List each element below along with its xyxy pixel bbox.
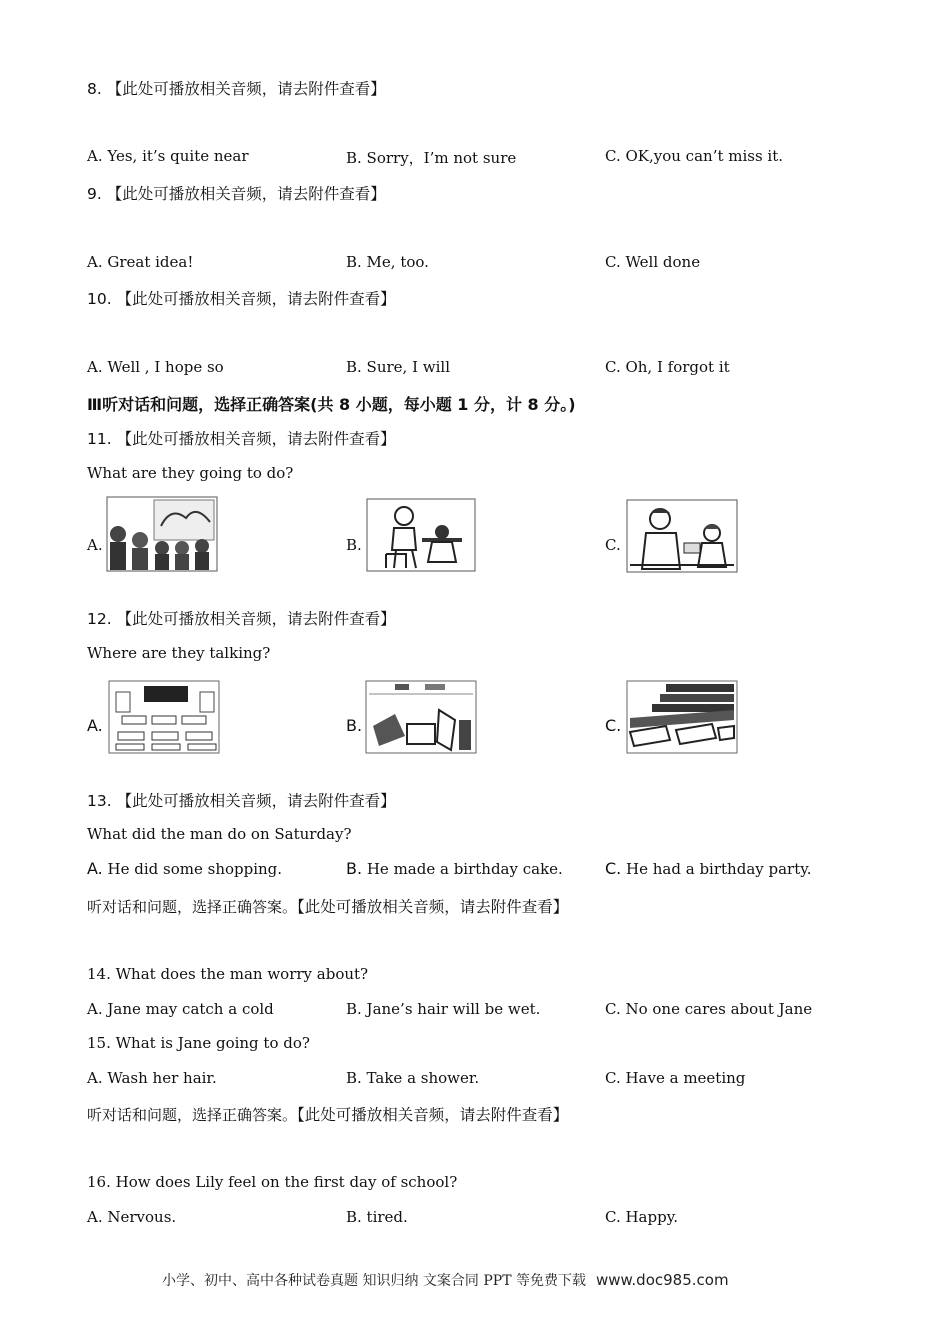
q8-header bbox=[87, 77, 386, 99]
option-text: He did some shopping. bbox=[107, 860, 283, 878]
q12-label-b[interactable]: B. bbox=[346, 716, 363, 735]
q9-option-a[interactable]: A. Great idea! bbox=[87, 253, 194, 271]
option-text: He had a birthday party. bbox=[626, 860, 812, 878]
q14-question: 14. What does the man worry about? bbox=[87, 965, 369, 983]
option-text: He made a birthday cake. bbox=[366, 860, 563, 878]
q10-header bbox=[87, 287, 396, 309]
group14-header bbox=[87, 895, 568, 917]
option-letter: A. bbox=[87, 859, 103, 878]
q15-option-b[interactable]: B. Take a shower. bbox=[346, 1069, 480, 1087]
question-number: 10. bbox=[87, 290, 112, 308]
q11-picture-options bbox=[0, 496, 950, 576]
q12-header bbox=[87, 607, 396, 629]
audio-placeholder[interactable]: 【此处可播放相关音频，请去附件查看】 bbox=[106, 185, 386, 203]
q12-question: Where are they talking? bbox=[87, 644, 271, 662]
footer-site-link[interactable]: www.doc985.com bbox=[595, 1271, 729, 1289]
q14-option-b[interactable]: B. Jane’s hair will be wet. bbox=[346, 1000, 541, 1018]
audio-placeholder[interactable]: 【此处可播放相关音频，请去附件查看】 bbox=[297, 1106, 569, 1124]
q9-option-c[interactable]: C. Well done bbox=[605, 253, 701, 271]
q11-label-a[interactable]: A. bbox=[87, 536, 103, 554]
q16-option-c[interactable]: C. Happy. bbox=[605, 1208, 678, 1226]
q13-question: What did the man do on Saturday? bbox=[87, 825, 352, 843]
audio-placeholder[interactable]: 【此处可播放相关音频，请去附件查看】 bbox=[297, 898, 569, 916]
q12-picture-options bbox=[0, 678, 950, 758]
q8-option-a[interactable]: A. Yes, it’s quite near bbox=[87, 147, 249, 165]
audio-placeholder[interactable]: 【此处可播放相关音频，请去附件查看】 bbox=[116, 430, 396, 448]
audio-placeholder[interactable]: 【此处可播放相关音频，请去附件查看】 bbox=[116, 610, 396, 628]
option-letter: B. bbox=[346, 859, 363, 878]
q10-option-c[interactable]: C. Oh, I forgot it bbox=[605, 358, 730, 376]
q16-option-b[interactable]: B. tired. bbox=[346, 1208, 408, 1226]
page-footer bbox=[162, 1270, 729, 1290]
q12-picture-a-classroom-icon[interactable] bbox=[108, 680, 220, 754]
question-number: 13. bbox=[87, 792, 112, 810]
q8-option-b[interactable]: B. Sorry，I’m not sure bbox=[346, 149, 517, 167]
q13-option-a[interactable] bbox=[87, 859, 282, 878]
q13-header bbox=[87, 789, 396, 811]
q16-question: 16. How does Lily feel on the first day of school? bbox=[87, 1173, 458, 1191]
q15-option-c[interactable]: C. Have a meeting bbox=[605, 1069, 746, 1087]
question-number: 12. bbox=[87, 610, 112, 628]
question-number: 11. bbox=[87, 430, 112, 448]
q9-option-b[interactable]: B. Me, too. bbox=[346, 253, 429, 271]
question-number: 9. bbox=[87, 185, 102, 203]
section-3-heading: Ⅲ听对话和问题，选择正确答案(共 8 小题，每小题 1 分，计 8 分。) bbox=[87, 395, 576, 414]
q10-option-a[interactable]: A. Well , I hope so bbox=[87, 358, 224, 376]
q11-label-c[interactable]: C. bbox=[605, 536, 621, 554]
q11-label-b[interactable]: B. bbox=[346, 536, 362, 554]
q15-option-a[interactable]: A. Wash her hair. bbox=[87, 1069, 217, 1087]
q11-header bbox=[87, 427, 396, 449]
q14-option-c[interactable]: C. No one cares about Jane bbox=[605, 1000, 813, 1018]
q11-question: What are they going to do? bbox=[87, 464, 294, 482]
group-instructions: 听对话和问题，选择正确答案。 bbox=[87, 898, 298, 916]
group-instructions: 听对话和问题，选择正确答案。 bbox=[87, 1106, 298, 1124]
audio-placeholder[interactable]: 【此处可播放相关音频，请去附件查看】 bbox=[106, 80, 386, 98]
audio-placeholder[interactable]: 【此处可播放相关音频，请去附件查看】 bbox=[116, 290, 396, 308]
q10-option-b[interactable]: B. Sure, I will bbox=[346, 358, 451, 376]
audio-placeholder[interactable]: 【此处可播放相关音频，请去附件查看】 bbox=[116, 792, 396, 810]
q11-picture-b-teacher-student-icon[interactable] bbox=[366, 498, 476, 572]
q12-picture-c-library-icon[interactable] bbox=[626, 680, 738, 754]
q15-question: 15. What is Jane going to do? bbox=[87, 1034, 310, 1052]
q12-label-c[interactable]: C. bbox=[605, 716, 622, 735]
footer-text: 小学、初中、高中各种试卷真题 知识归纳 文案合同 PPT 等免费下载 bbox=[162, 1273, 586, 1289]
question-number: 8. bbox=[87, 80, 102, 98]
q13-option-c[interactable] bbox=[605, 859, 812, 878]
q9-header bbox=[87, 182, 386, 204]
q11-picture-a-cinema-icon[interactable] bbox=[106, 496, 218, 572]
q16-option-a[interactable]: A. Nervous. bbox=[87, 1208, 177, 1226]
q12-label-a[interactable]: A. bbox=[87, 716, 103, 735]
group16-header bbox=[87, 1103, 568, 1125]
q8-option-c[interactable]: C. OK,you can’t miss it. bbox=[605, 147, 784, 165]
q12-picture-b-office-icon[interactable] bbox=[365, 680, 477, 754]
q13-option-b[interactable] bbox=[346, 859, 563, 878]
q11-picture-c-reading-icon[interactable] bbox=[626, 499, 738, 573]
option-letter: C. bbox=[605, 859, 622, 878]
q14-option-a[interactable]: A. Jane may catch a cold bbox=[87, 1000, 274, 1018]
